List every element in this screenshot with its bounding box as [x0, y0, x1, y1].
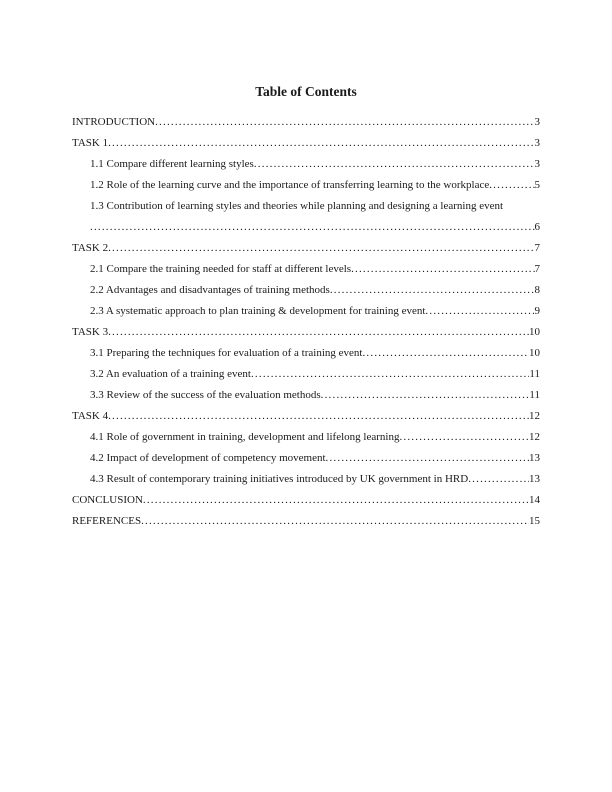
toc-page-number: 10 [529, 326, 540, 338]
toc-entry-2-2[interactable] [72, 280, 540, 301]
dot-leader [489, 175, 534, 196]
dot-leader [108, 322, 529, 343]
dot-leader [155, 112, 534, 133]
toc-entry-label: TASK 1 [72, 137, 109, 149]
toc-entry-label: 1.2 Role of the learning curve and the importance of transferring learning to the workplace [90, 179, 490, 191]
dot-leader [108, 406, 529, 427]
toc-page-number: 3 [534, 116, 540, 128]
toc-entry-label: INTRODUCTION [72, 116, 156, 128]
toc-entry-label: 1.1 Compare different learning styles [90, 158, 254, 170]
dot-leader [425, 301, 534, 322]
toc-entry-1-3-line2[interactable] [72, 217, 540, 238]
toc-entry-4-3[interactable] [72, 469, 540, 490]
toc-entry-2-3[interactable] [72, 301, 540, 322]
toc-page-number: 10 [529, 347, 540, 359]
toc-page-number: 3 [534, 137, 540, 149]
toc-entry-label: TASK 4 [72, 410, 109, 422]
toc-entry-4-1[interactable] [72, 427, 540, 448]
dot-leader [90, 217, 535, 238]
page-title: Table of Contents [255, 84, 357, 99]
toc-page-number: 12 [529, 431, 540, 443]
dot-leader [108, 133, 534, 154]
toc-page-number: 11 [529, 368, 540, 380]
toc-entry-3-3[interactable] [72, 385, 540, 406]
toc-entry-label: 2.1 Compare the training needed for staff at different levels [90, 263, 352, 275]
toc-entry-label: TASK 3 [72, 326, 109, 338]
toc-page-number: 6 [534, 221, 540, 233]
toc-page-number: 3 [534, 158, 540, 170]
toc-page-number: 8 [534, 284, 540, 296]
toc-entry-label: 3.1 Preparing the techniques for evaluation of a training event [90, 347, 363, 359]
dot-leader [468, 469, 529, 490]
toc-entry-task-4[interactable] [72, 406, 540, 427]
toc-page-number: 11 [529, 389, 540, 401]
dot-leader [251, 364, 529, 385]
toc-entry-task-3[interactable] [72, 322, 540, 343]
toc-entry-3-2[interactable] [72, 364, 540, 385]
dot-leader [143, 490, 529, 511]
toc-page-number: 9 [534, 305, 540, 317]
toc-page-number: 15 [529, 515, 540, 527]
toc-entry-1-3-line1[interactable] [72, 196, 540, 217]
dot-leader [321, 385, 530, 406]
toc-entry-label: 4.1 Role of government in training, development and lifelong learning [90, 431, 400, 443]
toc-entry-label: 4.2 Impact of development of competency movement [90, 452, 326, 464]
toc-entry-label: REFERENCES [72, 515, 142, 527]
toc-entry-task-1[interactable] [72, 133, 540, 154]
toc-entry-2-1[interactable] [72, 259, 540, 280]
toc-entry-label: CONCLUSION [72, 494, 143, 506]
toc-page-number: 13 [529, 473, 540, 485]
toc-entry-1-2[interactable] [72, 175, 540, 196]
toc-entry-label: 3.2 An evaluation of a training event [90, 368, 251, 380]
toc-entry-references[interactable] [72, 511, 540, 532]
toc-entry-label: 4.3 Result of contemporary training initiatives introduced by UK government in HRD [90, 473, 469, 485]
dot-leader [254, 154, 535, 175]
dot-leader [399, 427, 529, 448]
dot-leader [326, 448, 529, 469]
toc-page-number: 14 [529, 494, 540, 506]
dot-leader [330, 280, 535, 301]
toc-page-number: 12 [529, 410, 540, 422]
toc-entry-introduction[interactable] [72, 112, 540, 133]
toc-entry-label: TASK 2 [72, 242, 109, 254]
toc-entry-label: 2.3 A systematic approach to plan training & development for training event [90, 305, 426, 317]
toc-entry-label: 1.3 Contribution of learning styles and theories while planning and designing a learning event [90, 200, 504, 212]
dot-leader [141, 511, 529, 532]
toc-entry-1-1[interactable] [72, 154, 540, 175]
toc-page-number: 7 [534, 263, 540, 275]
toc-entry-3-1[interactable] [72, 343, 540, 364]
dot-leader [351, 259, 534, 280]
toc-entry-label: 2.2 Advantages and disadvantages of training methods [90, 284, 330, 296]
toc-page-number: 7 [534, 242, 540, 254]
dot-leader [108, 238, 534, 259]
toc-page-number: 5 [534, 179, 540, 191]
toc-entry-conclusion[interactable] [72, 490, 540, 511]
dot-leader [362, 343, 529, 364]
toc-entry-label: 3.3 Review of the success of the evaluation methods [90, 389, 321, 401]
table-of-contents [72, 112, 540, 532]
toc-page-number: 13 [529, 452, 540, 464]
toc-entry-4-2[interactable] [72, 448, 540, 469]
toc-entry-task-2[interactable] [72, 238, 540, 259]
